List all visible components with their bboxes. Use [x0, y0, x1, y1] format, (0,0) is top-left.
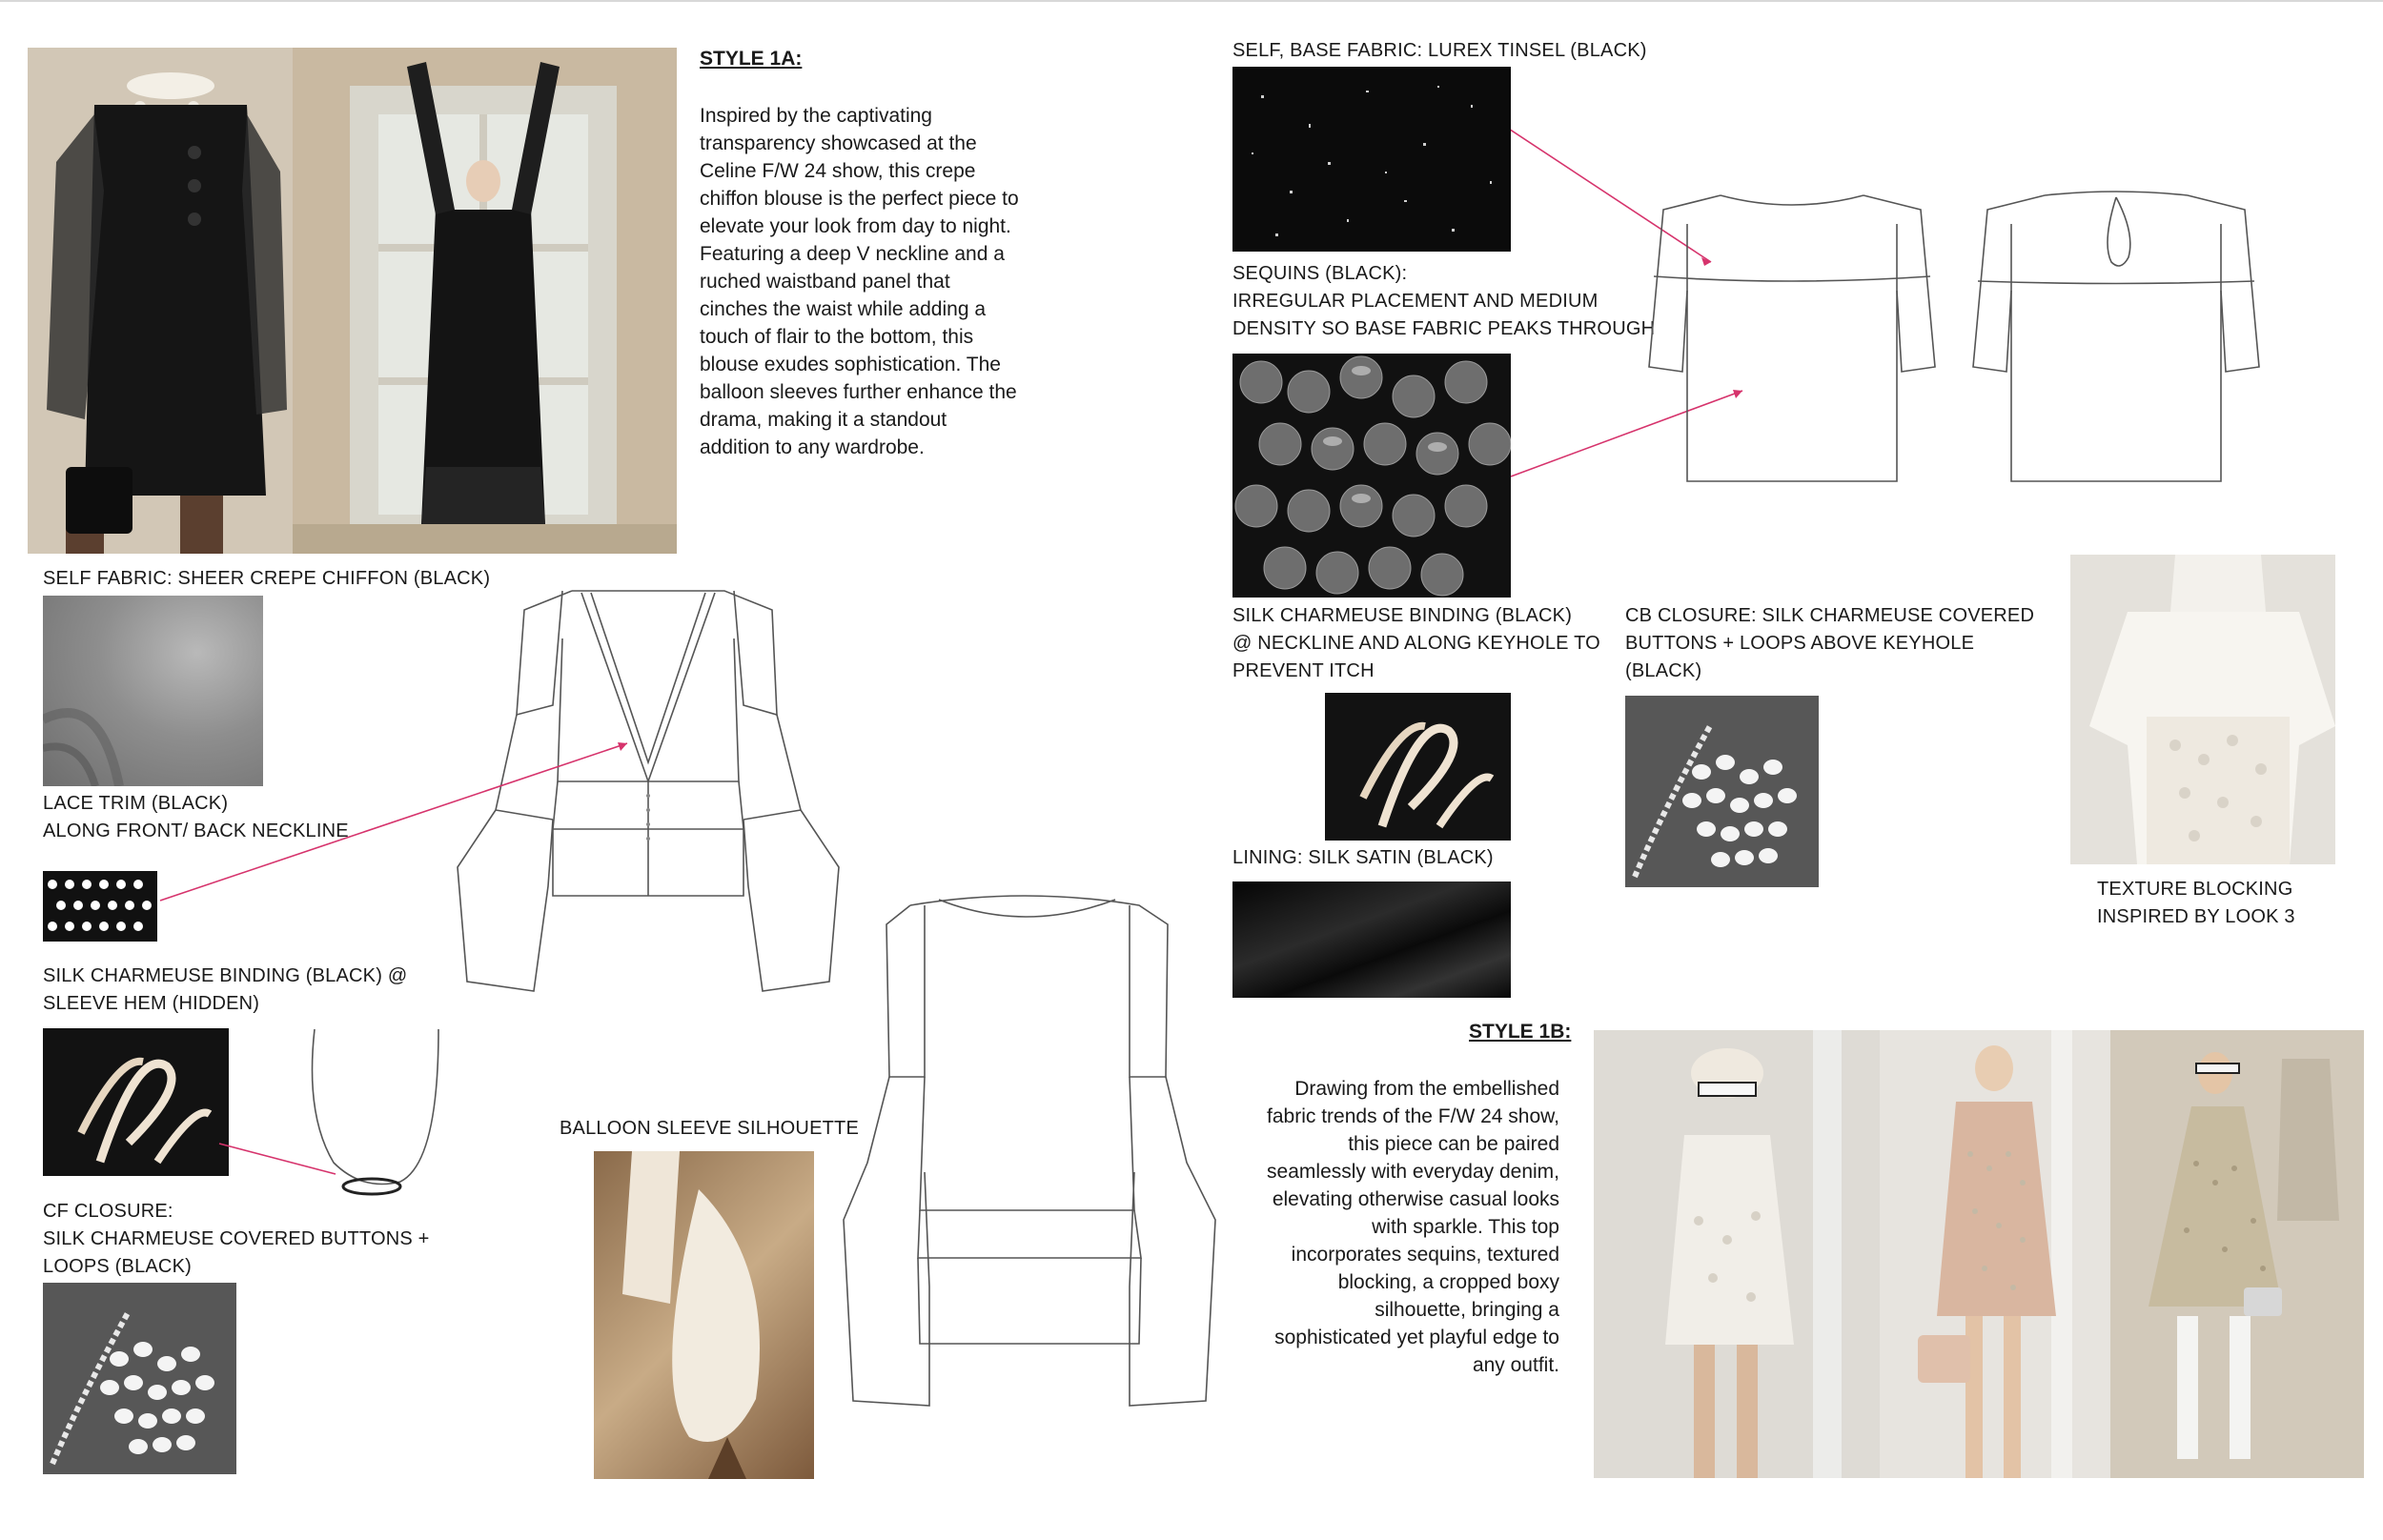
- texture-blocking-photo: [2070, 555, 2335, 864]
- description-line: Drawing from the embellished: [1294, 1078, 1559, 1100]
- self-fabric-label: SELF FABRIC: SHEER CREPE CHIFFON (BLACK): [43, 568, 491, 589]
- sequins-swatch: [1232, 354, 1511, 598]
- sequins-label-line: DENSITY SO BASE FABRIC PEAKS THROUGH: [1232, 318, 1656, 339]
- look-3-illustration: [2070, 555, 2335, 864]
- silk-satin-swatch: [1232, 881, 1511, 998]
- runway-illustration: [1880, 1030, 2110, 1478]
- description-line: fabric trends of the F/W 24 show,: [1267, 1105, 1559, 1127]
- description-line: silhouette, bringing a: [1375, 1299, 1559, 1321]
- description-line: incorporates sequins, textured: [1291, 1244, 1559, 1266]
- cf-closure-label-line: SILK CHARMEUSE COVERED BUTTONS +: [43, 1228, 430, 1249]
- neckline-binding-label: [1232, 602, 1600, 685]
- lace-trim-label-line: ALONG FRONT/ BACK NECKLINE: [43, 821, 349, 841]
- sequins-label: [1232, 260, 1655, 343]
- neckline-binding-label-line: @ NECKLINE AND ALONG KEYHOLE TO: [1232, 633, 1600, 654]
- texture-blocking-label-line: TEXTURE BLOCKING: [2097, 879, 2293, 900]
- lace-trim-label-line: LACE TRIM (BLACK): [43, 793, 229, 814]
- description-line: this piece can be paired: [1348, 1133, 1559, 1155]
- self-base-fabric-label: SELF, BASE FABRIC: LUREX TINSEL (BLACK): [1232, 40, 1647, 61]
- runway-photo-metallic-dress: [2110, 1030, 2364, 1478]
- cb-closure-label-line: (BLACK): [1625, 660, 1702, 681]
- style-1b-title: STYLE 1B:: [1469, 1021, 1572, 1043]
- description-line: sophisticated yet playful edge to: [1274, 1327, 1559, 1348]
- sleeve-binding-label-line: SLEEVE HEM (HIDDEN): [43, 993, 260, 1014]
- neckline-binding-label-line: SILK CHARMEUSE BINDING (BLACK): [1232, 605, 1573, 626]
- description-line: blocking, a cropped boxy: [1337, 1271, 1559, 1293]
- runway-illustration: [1594, 1030, 1880, 1478]
- description-line: any outfit.: [1472, 1354, 1559, 1376]
- buttons-illustration: [1625, 696, 1819, 887]
- neckline-binding-swatch: [1325, 693, 1511, 841]
- cf-closure-label-line: CF CLOSURE:: [43, 1201, 173, 1222]
- cb-closure-label-line: CB CLOSURE: SILK CHARMEUSE COVERED: [1625, 605, 2035, 626]
- tinsel-texture: [1232, 67, 1511, 252]
- runway-illustration: [2110, 1030, 2364, 1478]
- description-line: elevating otherwise casual looks: [1272, 1188, 1559, 1210]
- description-line: with sparkle. This top: [1372, 1216, 1559, 1238]
- cb-closure-label-line: BUTTONS + LOOPS ABOVE KEYHOLE: [1625, 633, 1975, 654]
- style-1a-title: STYLE 1A:: [700, 48, 803, 70]
- runway-photo-white-dress: [1594, 1030, 1880, 1478]
- sequins-label-line: SEQUINS (BLACK):: [1232, 263, 1408, 284]
- sleeve-binding-label-line: SILK CHARMEUSE BINDING (BLACK) @: [43, 965, 408, 986]
- style-1b-back-sketch: [1968, 186, 2264, 481]
- ribbon-illustration: [1325, 693, 1511, 841]
- texture-blocking-label-line: INSPIRED BY LOOK 3: [2097, 906, 2295, 927]
- cf-closure-label-line: LOOPS (BLACK): [43, 1256, 192, 1277]
- cb-buttons-swatch: [1625, 696, 1819, 887]
- cb-closure-label: [1625, 602, 2034, 685]
- balloon-sleeve-label: BALLOON SLEEVE SILHOUETTE: [560, 1118, 859, 1139]
- style-1b-front-sketch: [1644, 186, 1940, 481]
- runway-photo-pink-dress: [1880, 1030, 2110, 1478]
- description-line: seamlessly with everyday denim,: [1267, 1161, 1559, 1183]
- neckline-binding-label-line: PREVENT ITCH: [1232, 660, 1375, 681]
- texture-blocking-label: [2097, 876, 2295, 931]
- style-1a-description: Inspired by the captivating transparency showcased at the Celine F/W 24 show, this crepe chiffon blouse is the perfect piece to elevate your look from day to night. Featuring a deep V neckline and a ruched waistband panel that cinches the waist while adding a touch of flair to the bottom, this blouse exudes sophistication. The balloon sleeves further enhance the drama, making it a standout addition to any wardrobe.: [700, 105, 1019, 458]
- sequins-label-line: IRREGULAR PLACEMENT AND MEDIUM: [1232, 291, 1599, 312]
- lurex-tinsel-swatch: [1232, 67, 1511, 252]
- sequin-texture: [1232, 354, 1511, 598]
- lining-label: LINING: SILK SATIN (BLACK): [1232, 847, 1494, 868]
- style-1b-description: [1230, 1075, 1559, 1379]
